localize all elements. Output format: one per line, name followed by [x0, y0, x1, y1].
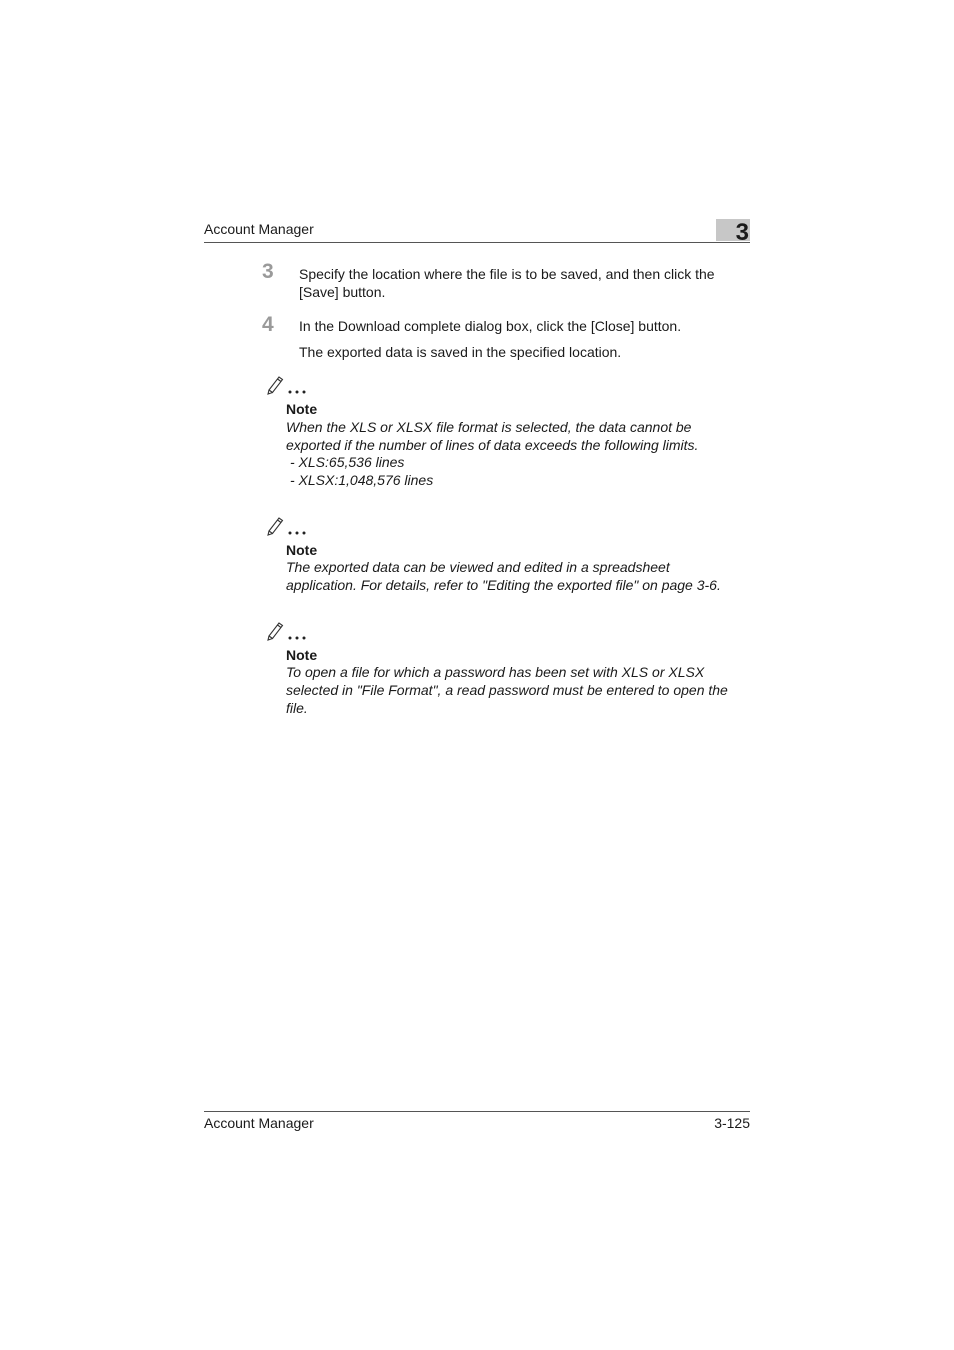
note-line: application. For details, refer to "Editing the exported file" on page 3-6. [286, 576, 721, 593]
step-text [299, 266, 750, 301]
note-label: Note [286, 401, 318, 417]
note-bullet: - XLSX:1,048,576 lines [290, 472, 434, 488]
step-number: 4 [262, 313, 274, 336]
pencil-note-icon [265, 514, 311, 536]
step-text-line: [Save] button. [299, 283, 386, 300]
note-body [286, 664, 752, 717]
pencil-note-icon [265, 619, 311, 641]
note-line: exported if the number of lines of data exceeds the following limits. [286, 436, 699, 453]
running-footer-title: Account Manager [204, 1115, 314, 1131]
header-divider [204, 242, 750, 243]
note-line: To open a file for which a password has been set with XLS or XLSX [286, 664, 705, 680]
note-body [286, 419, 752, 455]
chapter-number: 3 [735, 219, 749, 246]
page-number: 3-125 [714, 1115, 750, 1131]
step-text-line: Specify the location where the file is to be saved, and then click the [299, 266, 715, 282]
step-result: The exported data is saved in the specified location. [299, 344, 622, 360]
chapter-number-badge [716, 219, 750, 246]
running-header-title: Account Manager [204, 221, 314, 237]
note-line: The exported data can be viewed and edited in a spreadsheet [286, 559, 670, 575]
step-text [299, 318, 750, 336]
footer-divider [204, 1111, 750, 1112]
note-body [286, 559, 752, 595]
step-number: 3 [262, 260, 274, 283]
pencil-note-icon [265, 373, 311, 395]
step-text-line: In the Download complete dialog box, click the [Close] button. [299, 318, 682, 334]
note-line: When the XLS or XLSX file format is selected, the data cannot be [286, 419, 692, 435]
note-bullet: - XLS:65,536 lines [290, 454, 405, 470]
note-line: file. [286, 699, 308, 716]
note-label: Note [286, 647, 318, 663]
note-line: selected in "File Format", a read password must be entered to open the [286, 681, 728, 698]
note-label: Note [286, 542, 318, 558]
